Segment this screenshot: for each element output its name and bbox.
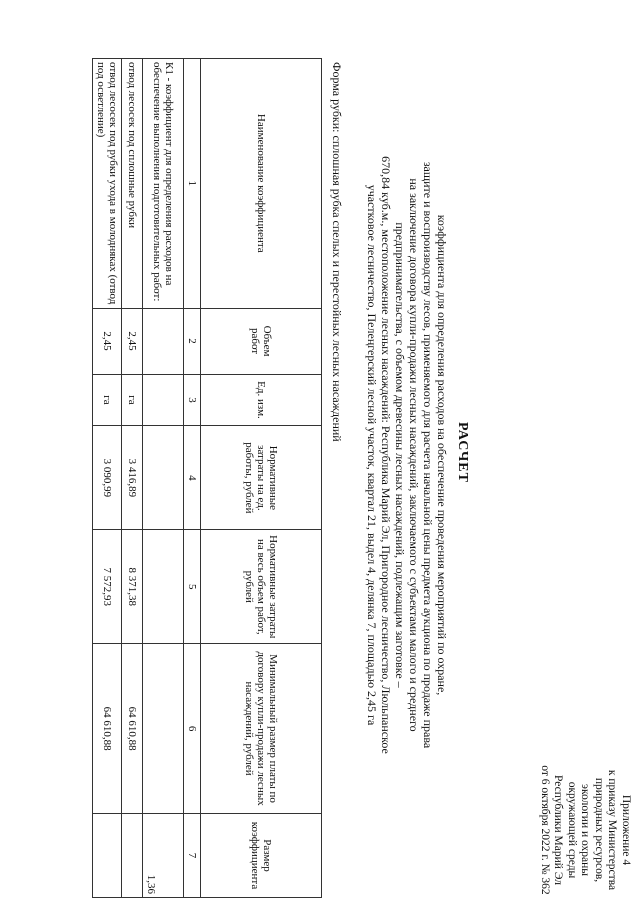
header-norm-unit: Нормативные затраты на ед. работы, рублей	[201, 426, 322, 530]
norm-unit-cell: 3 090,99	[93, 426, 122, 530]
document-subtitle	[365, 55, 449, 855]
appendix-line: экологии и охраны окружающей среды	[566, 781, 592, 879]
norm-unit-cell: 3 416,89	[122, 426, 143, 530]
table-row	[122, 59, 143, 898]
subtitle-line: защите и воспроизводству лесов, применяемого для расчета начальной цены предмета аукциона по продаже права	[421, 161, 435, 749]
header-coef: Размер коэффициента	[201, 813, 322, 897]
appendix-block	[538, 760, 633, 900]
min-payment-cell: 64 610,88	[122, 644, 143, 814]
document-title: РАСЧЕТ	[455, 422, 470, 483]
column-number: 6	[184, 644, 201, 814]
header-name: Наименование коэффициента	[201, 59, 322, 309]
table-number-row	[184, 59, 201, 898]
column-number: 4	[184, 426, 201, 530]
unit-cell: га	[122, 374, 143, 426]
norm-unit-cell	[143, 426, 184, 530]
column-number: 7	[184, 813, 201, 897]
coef-value-cell	[122, 813, 143, 897]
min-payment-cell: 64 610,88	[93, 644, 122, 814]
norm-total-cell: 8 371,38	[122, 530, 143, 644]
min-payment-cell	[143, 644, 184, 814]
subtitle-line: предпринимательства, с объемом древесины лесных насаждений, подлежащим заготовке –	[393, 222, 407, 688]
column-number: 5	[184, 530, 201, 644]
table-row	[143, 59, 184, 898]
appendix-line: Приложение 4	[620, 794, 632, 866]
header-min-payment: Минимальный размер платы по договору купли-продажи лесных насаждений, рублей	[201, 644, 322, 814]
coef-name: отвод лесосек под рубки ухода в молодняках (отвод под осветление)	[93, 59, 122, 309]
volume-cell: 2,45	[93, 308, 122, 374]
coefficient-table	[92, 58, 322, 898]
header-unit: Ед. изм.	[201, 374, 322, 426]
coef-name: К1 - коэффициент для определения расходов на обеспечение выполнения подготовительных работ:	[143, 59, 184, 309]
table-header-row	[201, 59, 322, 898]
coef-name: отвод лесосек под сплошные рубки	[122, 59, 143, 309]
subtitle-line: 670,84 куб.м., местоположение лесных насаждений: Республика Марий Эл, Пригородное лесничество, Люльпанское	[379, 156, 393, 754]
volume-cell	[143, 308, 184, 374]
column-number: 1	[184, 59, 201, 309]
volume-cell: 2,45	[122, 308, 143, 374]
unit-cell	[143, 374, 184, 426]
appendix-line: Республики Марий Эл	[552, 774, 565, 885]
column-number: 3	[184, 374, 201, 426]
cutting-form-line: Форма рубки: сплошная рубка спелых и перестойных лесных насаждений	[330, 62, 344, 442]
subtitle-line: участковое лесничество, Пелеңгерский лесной участок, квартал 21, выдел 4, делянка 7, площадью 2,45 га	[365, 184, 379, 726]
norm-total-cell: 7 572,93	[93, 530, 122, 644]
header-volume: Объем работ	[201, 308, 322, 374]
header-norm-total: Нормативные затраты на весь объем работ, рублей	[201, 530, 322, 644]
appendix-line: от 6 октября 2022 г. № 362	[539, 765, 551, 895]
column-number: 2	[184, 308, 201, 374]
coef-value-cell: 1,36	[143, 813, 184, 897]
subtitle-line: на заключение договора купли-продажи лесных насаждений, заключаемого с субъектами малого и среднего	[407, 178, 421, 732]
unit-cell: га	[93, 374, 122, 426]
subtitle-line: коэффициента для определения расходов на обеспечение проведения мероприятий по охране,	[435, 214, 449, 696]
appendix-line: к приказу Министерства природных ресурсов,	[593, 769, 619, 891]
table-row	[93, 59, 122, 898]
norm-total-cell	[143, 530, 184, 644]
coef-value-cell	[93, 813, 122, 897]
